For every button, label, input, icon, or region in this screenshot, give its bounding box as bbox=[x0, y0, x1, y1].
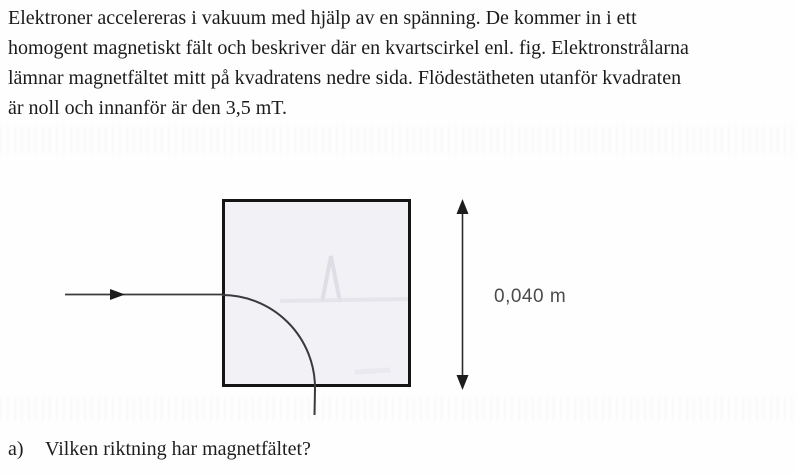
problem-statement-line: Elektroner accelereras i vakuum med hjälp av en spänning. De kommer in i ett bbox=[8, 7, 637, 29]
electron-beam-entry-arrow bbox=[65, 289, 223, 300]
dimension-double-arrow bbox=[457, 199, 469, 390]
dimension-label: 0,040 m bbox=[494, 286, 567, 307]
problem-statement-line: homogent magnetiskt fält och beskriver där en kvartscirkel enl. fig. Elektronstrålarna bbox=[8, 37, 689, 59]
problem-statement-line: är noll och innanför är den 3,5 mT. bbox=[8, 97, 287, 119]
question-marker: a) bbox=[8, 438, 24, 460]
problem-statement-line: lämnar magnetfältet mitt på kvadratens nedre sida. Flödestätheten utanför kvadraten bbox=[8, 67, 682, 89]
arrowhead-right-icon bbox=[110, 289, 125, 300]
arrowhead-up-icon bbox=[457, 199, 469, 214]
arrowhead-down-icon bbox=[457, 375, 469, 390]
question-a bbox=[8, 438, 311, 461]
electron-beam-quarter-circle bbox=[222, 295, 315, 415]
question-text: Vilken riktning har magnetfältet? bbox=[45, 438, 311, 460]
